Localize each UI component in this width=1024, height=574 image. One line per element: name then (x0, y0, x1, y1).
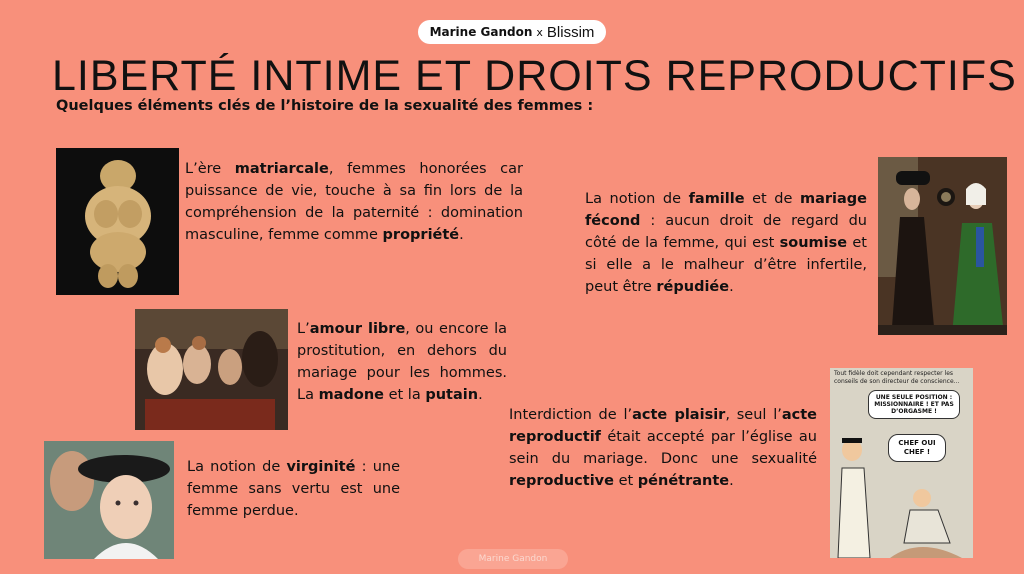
venus-statue-image (56, 148, 179, 295)
comic-bubble-2: CHEF OUI CHEF ! (888, 434, 946, 462)
footer-watermark: Marine Gandon (458, 549, 568, 569)
brand-author: Marine Gandon (429, 25, 533, 39)
brand-partner: Blissim (546, 23, 595, 41)
matriarcat-text: L’ère matriarcale, femmes honorées car puissance de vie, touche à sa fin lors de la compréhension de la paternité : domination masculine, femme comme propriété. (185, 161, 524, 243)
page-subtitle: Quelques éléments clés de l’histoire de la sexualité des femmes : (56, 98, 594, 114)
page-title: LIBERTÉ INTIME ET DROITS REPRODUCTIFS (52, 52, 1017, 100)
amour-libre-text: L’amour libre, ou encore la prostitution, en dehors du mariage pour les hommes. La madone et la putain. (297, 321, 507, 403)
virginite-text: La notion de virginité : une femme sans vertu est une femme perdue. (187, 459, 400, 519)
woman-portrait-image (44, 441, 174, 559)
comic-strip-image (830, 368, 973, 558)
comic-caption: Tout fidèle doit cependant respecter les conseils de son directeur de conscience... (834, 370, 960, 385)
brand-separator: x (536, 25, 543, 39)
arnolfini-portrait-image (878, 157, 1007, 335)
comic-bubble-1: UNE SEULE POSITION : MISSIONNAIRE ! ET PAS D’ORGASME ! (868, 390, 960, 419)
brand-pill (418, 20, 606, 44)
painting-image (135, 309, 288, 430)
famille-text: La notion de famille et de mariage fécond : aucun droit de regard du côté de la femme, qui est soumise et si elle a le malheur d’être infertile, peut être répudiée. (585, 191, 867, 295)
acte-text: Interdiction de l’acte plaisir, seul l’acte reproductif était accepté par l’église au sein du mariage. Donc une sexualité reproductive et pénétrante. (509, 407, 817, 489)
